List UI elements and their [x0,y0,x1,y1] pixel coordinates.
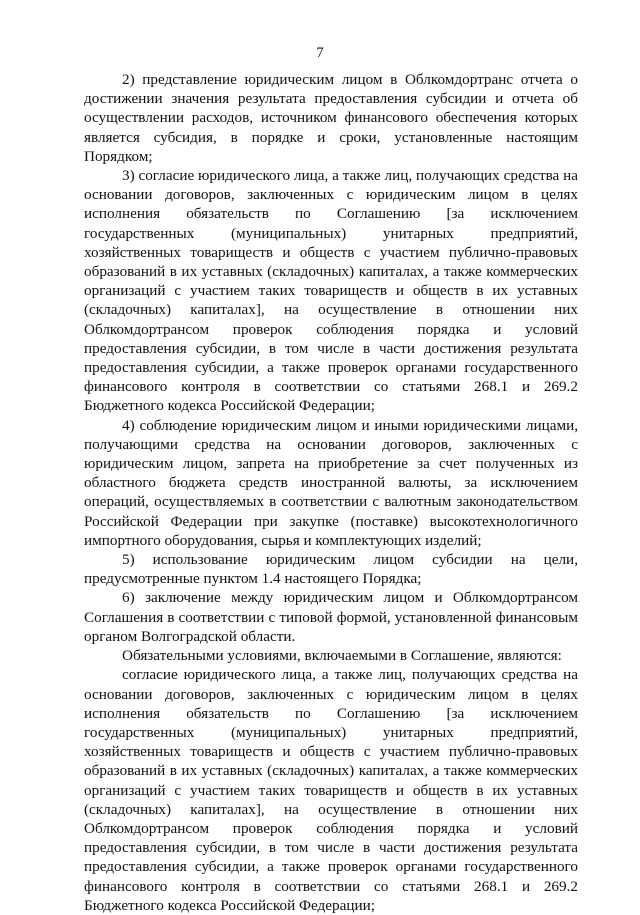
page-number: 7 [316,45,324,61]
paragraph-item-5: 5) использование юридическим лицом субсидии на цели, предусмотренные пунктом 1.4 настоящего Порядка; [84,551,578,588]
paragraph-item-2: 2) представление юридическим лицом в Облкомдортранс отчета о достижении значения результата предоставления субсидии и отчета об осуществлении расходов, источником финансового обеспечения которых является субсидия, в порядке и сроки, установленные настоящим Порядком; [84,71,578,165]
paragraph-item-3: 3) согласие юридического лица, а также лиц, получающих средства на основании договоров, заключенных с юридическим лицом в целях исполнения обязательств по Соглашению [за исключением государственных (муниципальных) унитарных предприятий, хозяйственных товариществ и обществ с участием публично-правовых образований в их уставных (складочных) капиталах, а также коммерческих организаций с участием таких товариществ и обществ в их уставных (складочных) капиталах], на осуществление в отношении них Облкомдортрансом проверок соблюдения порядка и условий предоставления субсидии, в том числе в части достижения результата предоставления субсидии, а также проверок органами государственного финансового контроля в соответствии со статьями 268.1 и 269.2 Бюджетного кодекса Российской Федерации; [84,167,578,415]
paragraph-item-6: 6) заключение между юридическим лицом и Облкомдортрансом Соглашения в соответствии с типовой формой, установленной финансовым органом Волгоградской области. [84,589,578,645]
paragraph-conditions-intro: Обязательными условиями, включаемыми в Соглашение, являются: [122,647,562,665]
document-body [84,70,578,915]
paragraph-item-4: 4) соблюдение юридическим лицом и иными юридическими лицами, получающими средства на основании договоров, заключенных с юридическим лицом, запрета на приобретение за счет полученных из областного бюджета средств иностранной валюты, за исключением операций, осуществляемых в соответствии с валютным законодательством Российской Федерации при закупке (поставке) высокотехнологичного импортного оборудования, сырья и комплектующих изделий; [84,416,578,549]
paragraph-condition-consent: согласие юридического лица, а также лиц, получающих средства на основании договоров, заключенных с юридическим лицом в целях исполнения обязательств по Соглашению [за исключением государственных (муниципальных) унитарных предприятий, хозяйственных товариществ и обществ с участием публично-правовых образований в их уставных (складочных) капиталах, а также коммерческих организаций с участием таких товариществ и обществ в их уставных (складочных) капиталах], на осуществление в отношении них Облкомдортрансом проверок соблюдения порядка и условий предоставления субсидии, в том числе в части достижения результата предоставления субсидии, а также проверок органами государственного финансового контроля в соответствии со статьями 268.1 и 269.2 Бюджетного кодекса Российской Федерации; [84,666,578,914]
